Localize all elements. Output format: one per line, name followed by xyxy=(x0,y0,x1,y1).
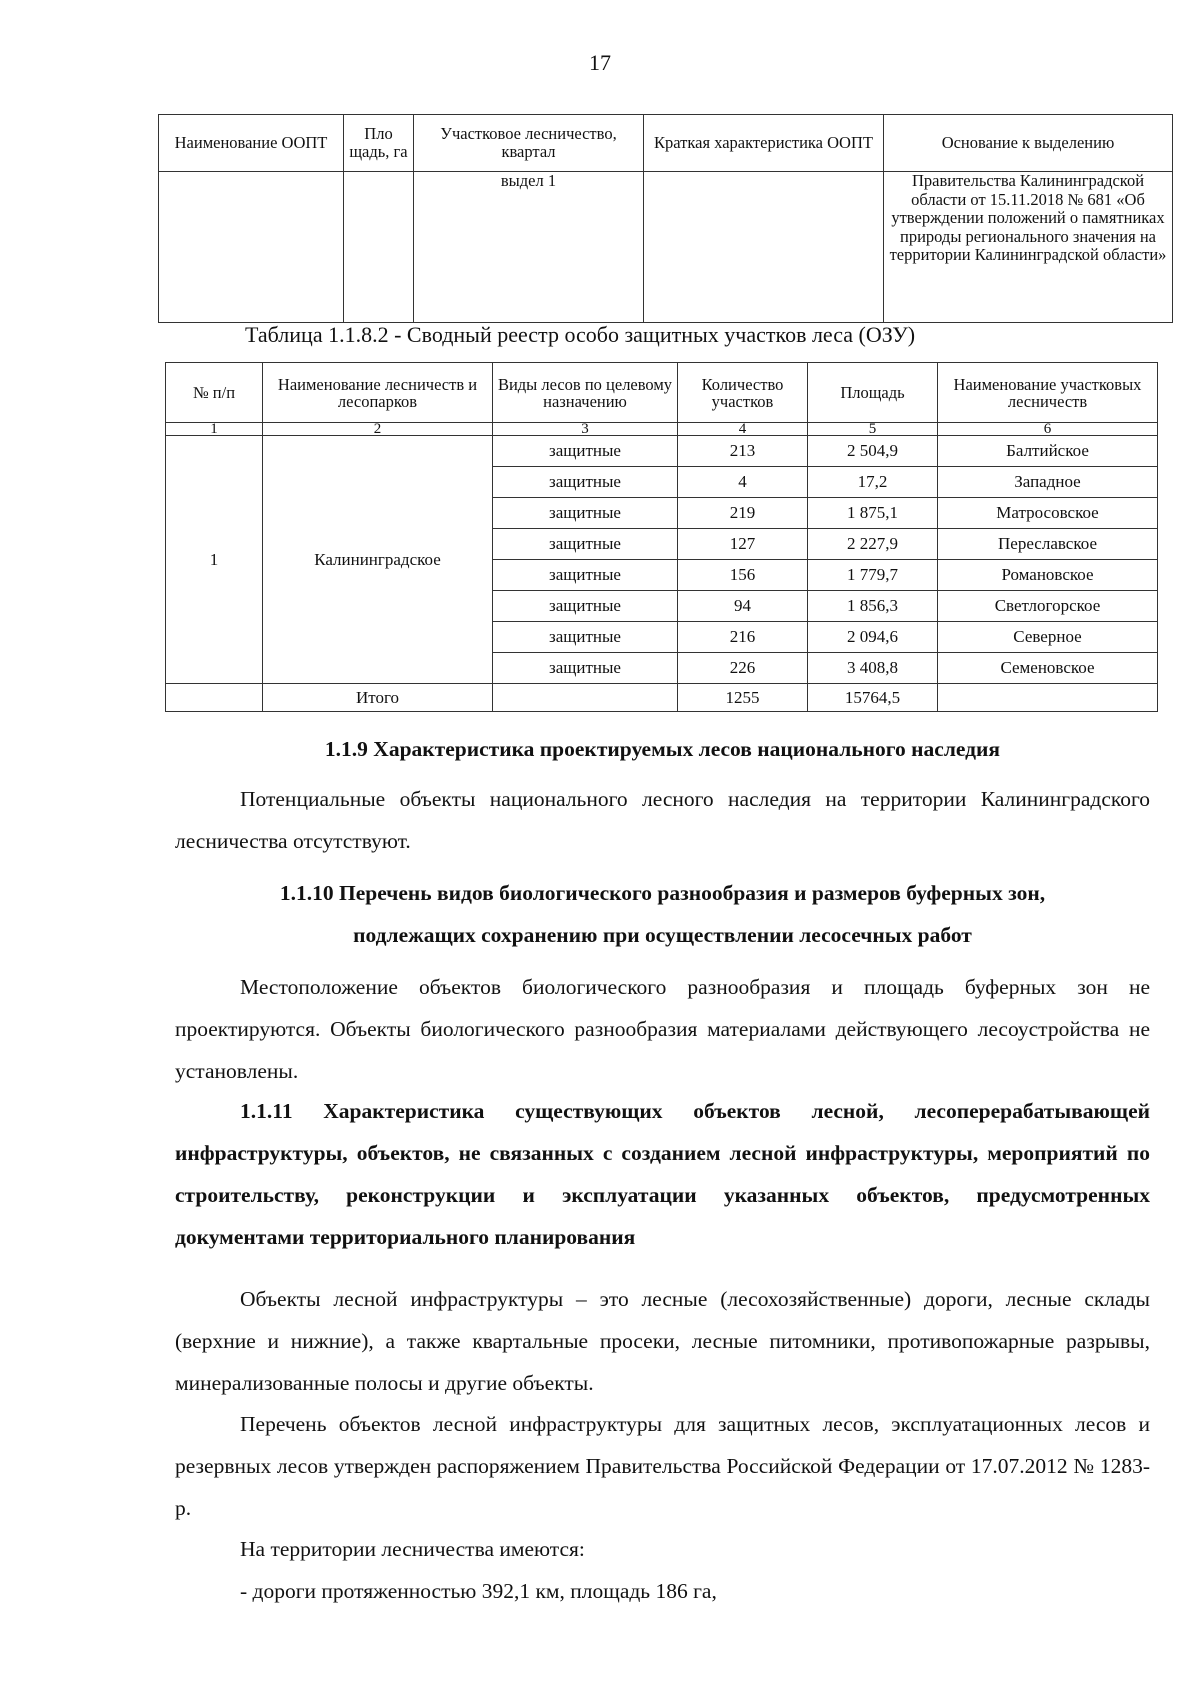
page-number: 17 xyxy=(589,50,611,75)
ozu-cell-type: защитные xyxy=(493,498,678,529)
ozu-cell-area: 2 094,6 xyxy=(808,622,938,653)
section-1-1-11-line-1: На территории лесничества имеются: xyxy=(240,1537,585,1561)
ozu-cell-type: защитные xyxy=(493,529,678,560)
section-1-1-9-text: Потенциальные объекты национального лесного наследия на территории Калининградского лесничества отсутствуют. xyxy=(175,787,1150,853)
ozu-cell-count: 216 xyxy=(678,622,808,653)
ozu-cell-type: защитные xyxy=(493,436,678,467)
section-heading-1-1-11-text: 1.1.11 Характеристика существующих объектов лесной, лесоперерабатывающей инфраструктуры, объектов, не связанных с созданием лесной инфраструктуры, мероприятий по строительству, реконструкции и эксплуатации указанных объектов, предусмотренных документами территориального планирования xyxy=(175,1099,1150,1249)
ozu-cell-type: защитные xyxy=(493,591,678,622)
oopt-header-row xyxy=(159,115,1173,172)
ozu-cell-district: Романовское xyxy=(938,560,1158,591)
ozu-cell-area: 1 856,3 xyxy=(808,591,938,622)
ozu-table xyxy=(165,362,1158,712)
section-1-1-11-line-2: - дороги протяженностью 392,1 км, площадь 186 га, xyxy=(240,1579,717,1603)
ozu-total-district xyxy=(938,684,1158,712)
ozu-cell-area: 2 227,9 xyxy=(808,529,938,560)
ozu-header-forestry: Наименование лесничеств и лесопарков xyxy=(263,363,493,423)
ozu-header-district: Наименование участковых лесничеств xyxy=(938,363,1158,423)
oopt-header-area: Пло щадь, га xyxy=(344,115,414,172)
ozu-cell-count: 94 xyxy=(678,591,808,622)
ozu-cell-area: 2 504,9 xyxy=(808,436,938,467)
ozu-column-number: 1 xyxy=(166,423,263,436)
ozu-total-row xyxy=(166,684,1158,712)
ozu-cell-area: 3 408,8 xyxy=(808,653,938,684)
section-heading-1-1-10-line-1: 1.1.10 Перечень видов биологического разнообразия и размеров буферных зон, xyxy=(279,881,1046,905)
section-1-1-10-paragraph xyxy=(175,966,1150,1092)
ozu-cell-district: Северное xyxy=(938,622,1158,653)
ozu-cell-count: 226 xyxy=(678,653,808,684)
ozu-total-empty xyxy=(166,684,263,712)
ozu-cell-area: 1 875,1 xyxy=(808,498,938,529)
ozu-cell-district: Переславское xyxy=(938,529,1158,560)
section-heading-1-1-9: 1.1.9 Характеристика проектируемых лесов национального наследия xyxy=(324,737,1001,761)
ozu-cell-type: защитные xyxy=(493,467,678,498)
ozu-cell-count: 156 xyxy=(678,560,808,591)
oopt-header-name: Наименование ООПТ xyxy=(159,115,344,172)
ozu-header-count: Количество участков xyxy=(678,363,808,423)
ozu-cell-count: 127 xyxy=(678,529,808,560)
ozu-cell-forestry: Калининградское xyxy=(263,436,493,684)
ozu-total-count: 1255 xyxy=(678,684,808,712)
ozu-cell-count: 219 xyxy=(678,498,808,529)
section-heading-1-1-10-line-2: подлежащих сохранению при осуществлении лесосечных работ xyxy=(353,923,972,947)
oopt-cell-description xyxy=(644,172,884,323)
ozu-cell-district: Семеновское xyxy=(938,653,1158,684)
oopt-cell-area xyxy=(344,172,414,323)
ozu-column-number-row xyxy=(166,423,1158,436)
section-1-1-11-text-2: Перечень объектов лесной инфраструктуры для защитных лесов, эксплуатационных лесов и резервных лесов утвержден распоряжением Правительства Российской Федерации от 17.07.2012 № 1283-р. xyxy=(175,1412,1150,1520)
ozu-total-label: Итого xyxy=(263,684,493,712)
ozu-column-number: 2 xyxy=(263,423,493,436)
ozu-cell-count: 4 xyxy=(678,467,808,498)
ozu-column-number: 3 xyxy=(493,423,678,436)
oopt-cell-name xyxy=(159,172,344,323)
ozu-header-number: № п/п xyxy=(166,363,263,423)
ozu-column-number: 6 xyxy=(938,423,1158,436)
ozu-data-row xyxy=(166,436,1158,467)
ozu-cell-district: Матросовское xyxy=(938,498,1158,529)
ozu-cell-area: 17,2 xyxy=(808,467,938,498)
section-heading-1-1-11 xyxy=(175,1090,1150,1258)
ozu-cell-district: Светлогорское xyxy=(938,591,1158,622)
ozu-column-number: 5 xyxy=(808,423,938,436)
ozu-header-forest-type: Виды лесов по целевому назначению xyxy=(493,363,678,423)
oopt-header-description: Краткая характеристика ООПТ xyxy=(644,115,884,172)
ozu-header-row xyxy=(166,363,1158,423)
ozu-cell-district: Западное xyxy=(938,467,1158,498)
ozu-table-caption: Таблица 1.1.8.2 - Сводный реестр особо защитных участков леса (ОЗУ) xyxy=(245,322,916,347)
ozu-cell-district: Балтийское xyxy=(938,436,1158,467)
ozu-cell-count: 213 xyxy=(678,436,808,467)
oopt-header-forestry: Участковое лесничество, квартал xyxy=(414,115,644,172)
section-1-1-10-text: Местоположение объектов биологического разнообразия и площадь буферных зон не проектируются. Объекты биологического разнообразия материалами действующего лесоустройства не установлены. xyxy=(175,975,1150,1083)
ozu-cell-type: защитные xyxy=(493,622,678,653)
oopt-header-basis: Основание к выделению xyxy=(884,115,1173,172)
ozu-cell-area: 1 779,7 xyxy=(808,560,938,591)
ozu-cell-number: 1 xyxy=(166,436,263,684)
ozu-total-type xyxy=(493,684,678,712)
ozu-header-area: Площадь xyxy=(808,363,938,423)
section-1-1-11-paragraph-1 xyxy=(175,1278,1150,1404)
oopt-cell-forestry: выдел 1 xyxy=(414,172,644,323)
oopt-table xyxy=(158,114,1173,323)
ozu-total-area: 15764,5 xyxy=(808,684,938,712)
ozu-column-number: 4 xyxy=(678,423,808,436)
section-1-1-9-paragraph xyxy=(175,778,1150,862)
oopt-cell-basis: Правительства Калининградской области от 15.11.2018 № 681 «Об утверждении положений о памятниках природы регионального значения на территории Калининградской области» xyxy=(884,172,1173,323)
ozu-cell-type: защитные xyxy=(493,653,678,684)
oopt-row xyxy=(159,172,1173,323)
section-1-1-11-text-1: Объекты лесной инфраструктуры – это лесные (лесохозяйственные) дороги, лесные склады (верхние и нижние), а также квартальные просеки, лесные питомники, противопожарные разрывы, минерализованные полосы и другие объекты. xyxy=(175,1287,1150,1395)
section-1-1-11-paragraph-2 xyxy=(175,1403,1150,1529)
ozu-cell-type: защитные xyxy=(493,560,678,591)
